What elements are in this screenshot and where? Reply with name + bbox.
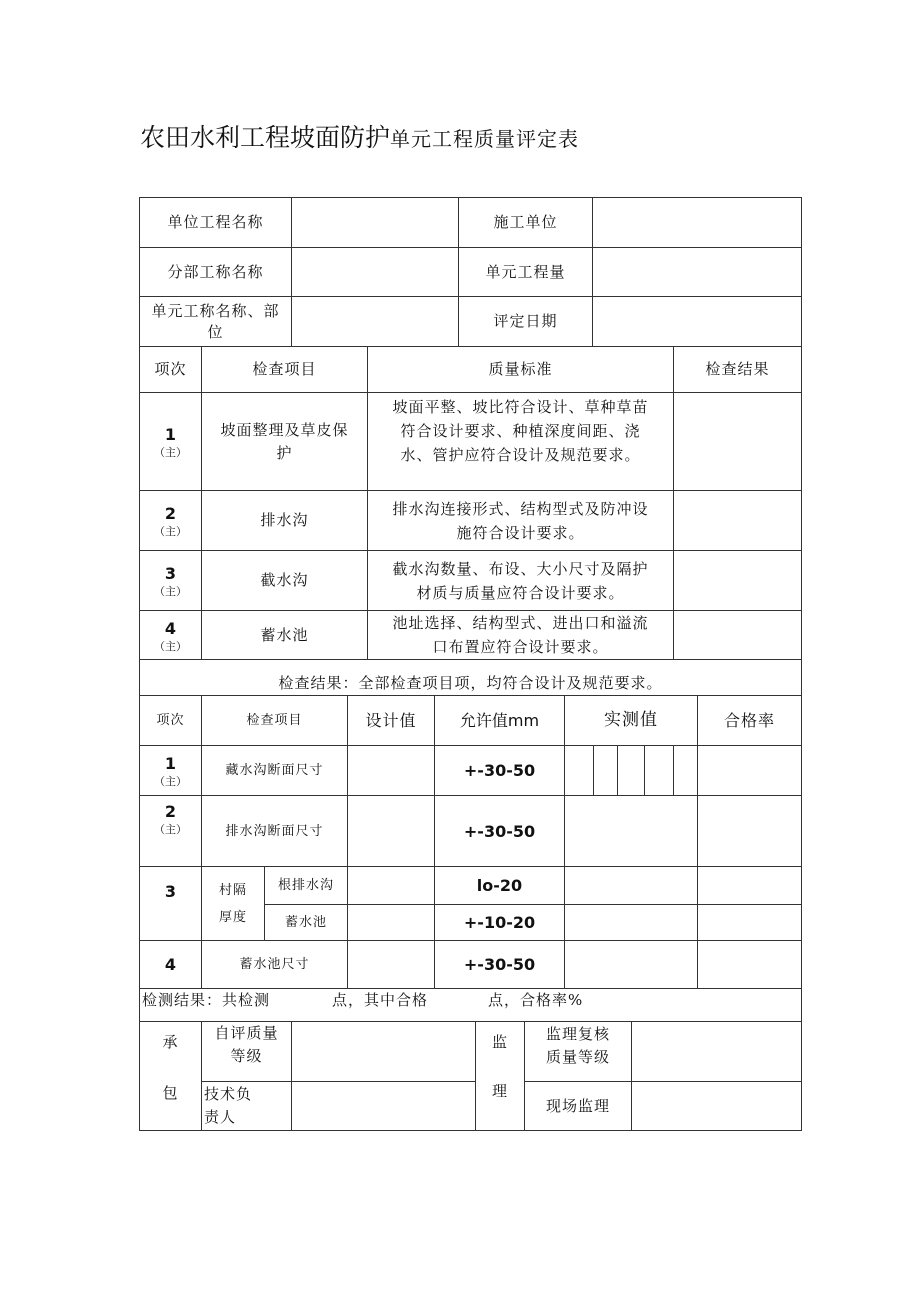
row-item: 排水沟断面尺寸 [225,823,324,839]
tech-lead-value[interactable] [291,1081,476,1131]
unit-project-value[interactable] [291,197,459,248]
self-grade-label: 自评质量 等级 [214,1024,279,1065]
summary-suffix: 点，合格率% [488,991,584,1009]
main-tag: （主） [154,775,187,788]
design-value[interactable] [347,745,435,796]
tolerance-value: +-30-50 [463,761,536,780]
measured-cell[interactable] [673,745,698,796]
contractor-label: 施工单位 [493,213,558,231]
col-header-no: 项次 [154,360,187,378]
tolerance-value: +-30-50 [463,821,536,841]
col-header-result: 检查结果 [705,360,770,378]
sub-project-label: 分部工称名称 [167,262,264,281]
m-header-rate: 合格率 [723,711,775,730]
contractor-char-a: 承 [162,1032,179,1051]
m-header-no: 项次 [156,713,185,728]
unit-project-label: 单位工程名称 [167,213,264,231]
row-item: 排水沟 [260,511,309,529]
row-item: 坡面整理及草皮保 护 [220,420,349,462]
row-item: 蓄水池 [260,625,309,644]
group-label: 村隔 厚度 [218,882,247,925]
row-num: 3 [164,881,177,901]
tolerance-value: lo-20 [476,876,523,895]
pass-rate[interactable] [697,745,802,796]
row-standard: 截水沟数量、布设、大小尺寸及隔护 材质与质量应符合设计要求。 [392,559,649,602]
measured-cell[interactable] [564,745,594,796]
measured-cell[interactable] [564,904,698,941]
col-header-standard: 质量标准 [488,360,553,378]
row-standard: 池址选择、结构型式、进出口和溢流 口布置应符合设计要求。 [392,614,649,656]
row-result[interactable] [673,490,802,551]
element-label: 单元工称名称、部 位 [151,301,280,341]
page-title [140,118,579,154]
summary-mid: 点，其中合格 [332,991,429,1009]
row-num: 1 [164,754,177,773]
sub-item: 蓄水池 [284,915,327,930]
contractor-char-b: 包 [162,1083,179,1102]
col-header-item: 检查项目 [252,360,317,378]
design-value[interactable] [347,904,435,941]
measured-cell[interactable] [564,866,698,905]
supervisor-char-b: 理 [491,1081,508,1100]
sub-project-value[interactable] [291,247,459,297]
row-num: 2 [164,802,177,821]
row-standard: 坡面平整、坡比符合设计、草种草苗 符合设计要求、种植深度间距、浇 水、管护应符合设计及规范要求。 [392,398,649,464]
pass-rate[interactable] [697,940,802,989]
measured-cell[interactable] [564,795,698,867]
tolerance-value: +-10-20 [463,913,536,932]
row-num: 1 [164,425,177,444]
main-tag: （主） [154,823,187,836]
review-grade-value[interactable] [631,1021,802,1082]
date-label: 评定日期 [493,312,558,330]
quantity-label: 单元工程量 [485,262,566,281]
row-item: 截水沟 [260,571,309,589]
self-grade-value[interactable] [291,1021,476,1082]
row-number [139,745,202,796]
row-number [139,550,202,611]
row-num: 3 [164,564,177,583]
quantity-value[interactable] [592,247,802,297]
m-header-measured: 实测值 [604,710,658,730]
pass-rate[interactable] [697,866,802,905]
row-item: 藏水沟断面尺寸 [225,763,324,778]
row-result[interactable] [673,392,802,491]
measured-cell[interactable] [617,745,645,796]
contractor-value[interactable] [592,197,802,248]
measured-cell[interactable] [593,745,618,796]
measured-cell[interactable] [564,940,698,989]
inspection-summary: 检查结果：全部检查项目项，均符合设计及规范要求。 [278,674,663,692]
row-num: 2 [164,504,177,523]
tolerance-value: +-30-50 [463,955,536,974]
main-tag: （主） [154,585,187,598]
date-value[interactable] [592,296,802,347]
main-tag: （主） [154,639,187,653]
main-tag: （主） [154,446,187,459]
row-number [139,490,202,551]
row-num: 4 [164,955,177,974]
row-standard: 排水沟连接形式、结构型式及防冲设 施符合设计要求。 [392,499,649,542]
m-header-tolerance: 允许值mm [459,711,540,730]
design-value[interactable] [347,795,435,867]
title-sub: 单元工程质量评定表 [390,127,580,151]
measured-cell[interactable] [644,745,674,796]
row-result[interactable] [673,550,802,611]
summary-prefix: 检测结果：共检测 [142,991,271,1009]
site-supervisor-label: 现场监理 [545,1096,610,1115]
sub-item: 根排水沟 [277,878,334,893]
row-number [139,392,202,491]
main-tag: （主） [154,525,187,538]
supervisor-char-a: 监 [491,1032,508,1051]
m-header-design: 设计值 [365,711,417,730]
pass-rate[interactable] [697,795,802,867]
row-result[interactable] [673,610,802,660]
element-value[interactable] [291,296,459,347]
row-number [139,610,202,660]
site-supervisor-value[interactable] [631,1081,802,1131]
pass-rate[interactable] [697,904,802,941]
row-number [139,795,202,867]
row-num: 4 [164,618,177,638]
review-grade-label: 监理复核 质量等级 [545,1025,610,1066]
design-value[interactable] [347,940,435,989]
m-header-item: 检查项目 [246,713,303,728]
design-value[interactable] [347,866,435,905]
measure-summary [142,988,583,1012]
row-item: 蓄水池尺寸 [239,957,310,972]
title-main: 农田水利工程坡面防护 [140,123,391,152]
tech-lead-label: 技术负 责人 [204,1085,253,1126]
